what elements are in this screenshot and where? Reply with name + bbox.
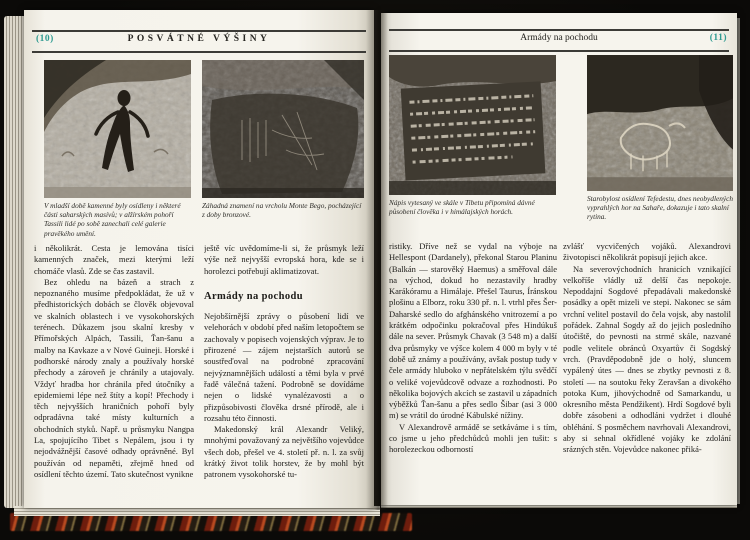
- figure-caption: Starobylost osídlení Tefedestu, dnes neobydlených vyprahlých hor na Sahaře, dokazuje i tato skalní rytina.: [587, 194, 733, 222]
- body-column: [34, 243, 194, 499]
- inscription-slab: [401, 81, 546, 180]
- paragraph: ještě víc uvědomíme-li si, že průsmyk leží výše než nejvyšší evropská hora, kde se i horolezci potřebují aklimatizovat.: [204, 243, 364, 276]
- page-number: (10): [36, 34, 54, 44]
- paragraph: ristiky. Dříve než se vydal na výboje na Hellespont (Dardanely), překonal Starou Planinu (Balkán — starověký Haemus) a směřoval dále na východ, dokud ho nezastavily hradby Karákóramu a Himálaje. Přešel Taurus, Íránskou plošinu a Elborz, roku 330 př. n. l. vtrhl přes Šer-Daharské sedlo do afghánského vnitrozemí a po krátkém odpočinku pokračoval přes Hindúkuš dále na sever. Průsmyk Chavak (3 548 m) a další dva průsmyky ve výšce kolem 4 000 m byly v té době už známy a používány, avšak postup tudy v čele armády hluboko v nepřátelském týlu svědčí o veliké vojevůdcově odvaze a rozhodnosti. Po několika bojových akcích se zastavil u západních výběžků Ťan-šanu a přes sedlo Šibar (asi 3 000 m) se vrátil do úrodné Kábulské nížiny.: [389, 241, 557, 421]
- running-header-row: [32, 34, 366, 48]
- header-rule-bottom: [32, 51, 366, 53]
- book-page-edges-left: [4, 16, 25, 508]
- running-header-title: Armády na pochodu: [520, 33, 598, 43]
- section-heading: Armády na pochodu: [204, 290, 303, 302]
- right-page: [381, 13, 737, 505]
- paragraph: Makedonský král Alexandr Veliký, mnohými považovaný za největšího vojevůdce všech dob, přešel ve 4. století př. n. l. za svůj krátký život tolik horstev, že by mohl být patronem vysokohorské tu-: [204, 424, 364, 480]
- header-rule-bottom: [389, 50, 729, 52]
- running-header-row: [389, 33, 729, 47]
- figure-caption: Nápis vytesaný ve skále v Tibetu připomíná dávné působení člověka i v himálajských horách.: [389, 198, 535, 217]
- paragraph: zvlášť vycvičených vojáků. Alexandrovi životopisci několikrát popisují jejich akce.: [563, 241, 731, 263]
- figure-caption: Záhadná znamení na vrcholu Monte Bego, pocházející z doby bronzové.: [202, 201, 362, 220]
- paragraph: Bez ohledu na bázeň a strach z nepoznaného musíme předpokládat, že už v předhistorických dobách se člověk objevoval ve skalních oblastech i ve vysokohorských terénech. Důkazem jsou skalní kresby v Přímořských Alpách, Tassili, Ťan-šanu a malby na Kavkaze a v Nové Guineji. Horské i podhorské národy znaly a používaly horské přechody a zároveň je chránily a utajovaly. Vždyť hradba hor chránila před útočníky a epidemiemi lépe než štíty a kopí! Přechody i těch nejvyšších hraničních pohoří byly odpradávna také místy kulturních a obchodních styků. Např. u průsmyku Nangpa La, spojujícího Tibet s Nepálem, jsou i ty nejodvážnější časové odhady oprávněné. Byl používán od nepaměti, zřejmě hned od osídlení těchto území. Tato skutečnost vynikne: [34, 276, 194, 479]
- figure-tassili: [44, 60, 191, 238]
- header-rule-top: [389, 29, 729, 31]
- paragraph: Nejobšírnější zprávy o působení lidí ve velehorách v období před naším letopočtem se zachovaly v popisech vojenských výprav. Je to přirozené — zájem nejstarších autorů se soustřeďoval na podrobné zpracování nejvýznamnějších událostí a těmi byla v prvé řadě válečná tažení. Podrobně se dovídáme nejen o lidské vynalézavosti a o přizpůsobivosti člověka drsné přírodě, ale i rozsahu této činnosti.: [204, 311, 364, 423]
- tassili-rock-painting-photo: [44, 60, 191, 198]
- header-rule-top: [32, 30, 366, 32]
- page-number: (11): [709, 33, 727, 43]
- rock-figure-head: [118, 90, 131, 106]
- tibet-rock-inscription-photo: [389, 55, 556, 195]
- paragraph: V Alexandrově armádě se setkáváme i s tím, co jsme u jeho předchůdců mohli jen tušit: s horolezeckou odborností: [389, 421, 557, 455]
- monte-bego-signs-photo: [202, 60, 364, 198]
- figure-tefedest-engraving: [587, 55, 733, 222]
- body-column: [563, 241, 731, 501]
- body-column: [389, 241, 557, 501]
- running-header-title: POSVÁTNÉ VÝŠINY: [127, 34, 271, 44]
- figure-tibet-inscription: [389, 55, 556, 216]
- paragraph: Na severovýchodních hranicích vznikající velkoříše vládly už delší čas nepokoje. Nepoddajní Sogdové přepadávali makedonské posádky a opět mizeli ve stepi. Nakonec se sám vrchní velitel postavil do čela vojsk, aby nastolil pořádek. Zahnal Sogdy až do jejich posledního útočiště, do pevnosti na strmé skále, nazvané podle velitele obránců Oxyartův či Sogdský vrch. (Pravděpodobně jde o holý, sluncem vypálený útes — dnes se zbytky pevnosti z 8. století — na soutoku řeky Zeravšan a divokého potoka Kum, jihovýchodně od Samarkandu, u okresního města Pendžikent). Hrdí Sogdové byli dobře zásobeni a odhodláni vydržet i dlouhé obléhání. S posměchem navrhovali Alexandrovi, aby si sehnal okřídlené vojáky ke zdolání srázných stěn. Vojevůdce nakonec přiká-: [563, 263, 731, 455]
- figure-caption: V mladší době kamenné byly osídleny i některé části saharských masívů; v alžírském pohoří Tassili lidé po sobě zanechali celé galerie pravěkého umění.: [44, 201, 181, 238]
- figure-monte-bego: [202, 60, 364, 219]
- tefedest-rock-engraving-photo: [587, 55, 733, 191]
- paragraph: i několikrát. Cesta je lemována tisíci kamenných značek, mezi kterými leží chomáče vlasů. Zde se čas zastavil.: [34, 243, 194, 276]
- body-column: [204, 243, 364, 499]
- left-page: [24, 10, 374, 508]
